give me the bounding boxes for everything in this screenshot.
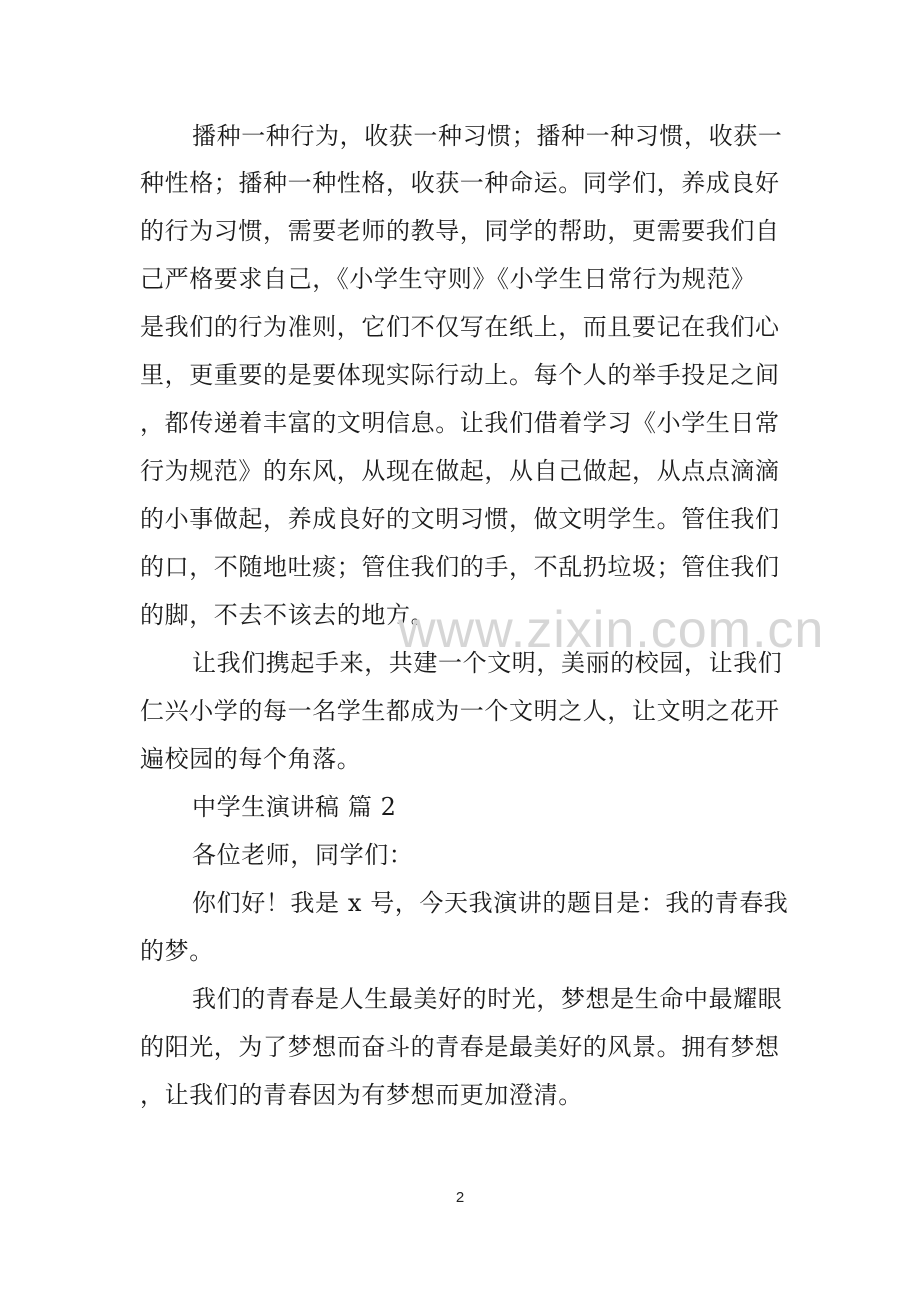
text-line: 的脚，不去不该去的地方。 (140, 601, 436, 629)
text-line: 种性格；播种一种性格，收获一种命运。同学们，养成良好 (140, 169, 780, 197)
text-line: 的口，不随地吐痰；管住我们的手，不乱扔垃圾；管住我们 (140, 553, 780, 581)
text-line: 己严格要求自己，《小学生守则》《小学生日常行为规范》 (140, 265, 756, 293)
text-line: ，让我们的青春因为有梦想而更加澄清。 (140, 1081, 583, 1109)
text-line: ，都传递着丰富的文明信息。让我们借着学习《小学生日常 (140, 409, 780, 437)
page-number: 2 (455, 1189, 465, 1206)
text-line: 的行为习惯，需要老师的教导，同学的帮助，更需要我们自 (140, 217, 780, 245)
text-line: 让我们携起手来，共建一个文明，美丽的校园，让我们 (192, 649, 783, 677)
text-line: 播种一种行为，收获一种习惯；播种一种习惯，收获一 (192, 122, 783, 150)
text-line: 里，更重要的是要体现实际行动上。每个人的举手投足之间 (140, 361, 780, 389)
watermark: www.zixin.com.cn (398, 601, 825, 659)
text-line: 的梦。 (140, 937, 214, 965)
text-line: 的阳光，为了梦想而奋斗的青春是最美好的风景。拥有梦想 (140, 1033, 780, 1061)
text-line: 行为规范》的东风，从现在做起，从自己做起，从点点滴滴 (140, 457, 780, 485)
salutation: 各位老师，同学们： (192, 841, 414, 869)
text-line: 遍校园的每个角落。 (140, 745, 362, 773)
section-heading: 中学生演讲稿 篇 2 (192, 793, 397, 821)
text-line: 的小事做起，养成良好的文明习惯，做文明学生。管住我们 (140, 505, 780, 533)
text-line: 是我们的行为准则，它们不仅写在纸上，而且要记在我们心 (140, 313, 780, 341)
text-line: 仁兴小学的每一名学生都成为一个文明之人，让文明之花开 (140, 697, 780, 725)
text-line: 你们好！我是 x 号，今天我演讲的题目是：我的青春我 (192, 889, 789, 917)
text-line: 我们的青春是人生最美好的时光，梦想是生命中最耀眼 (192, 985, 783, 1013)
